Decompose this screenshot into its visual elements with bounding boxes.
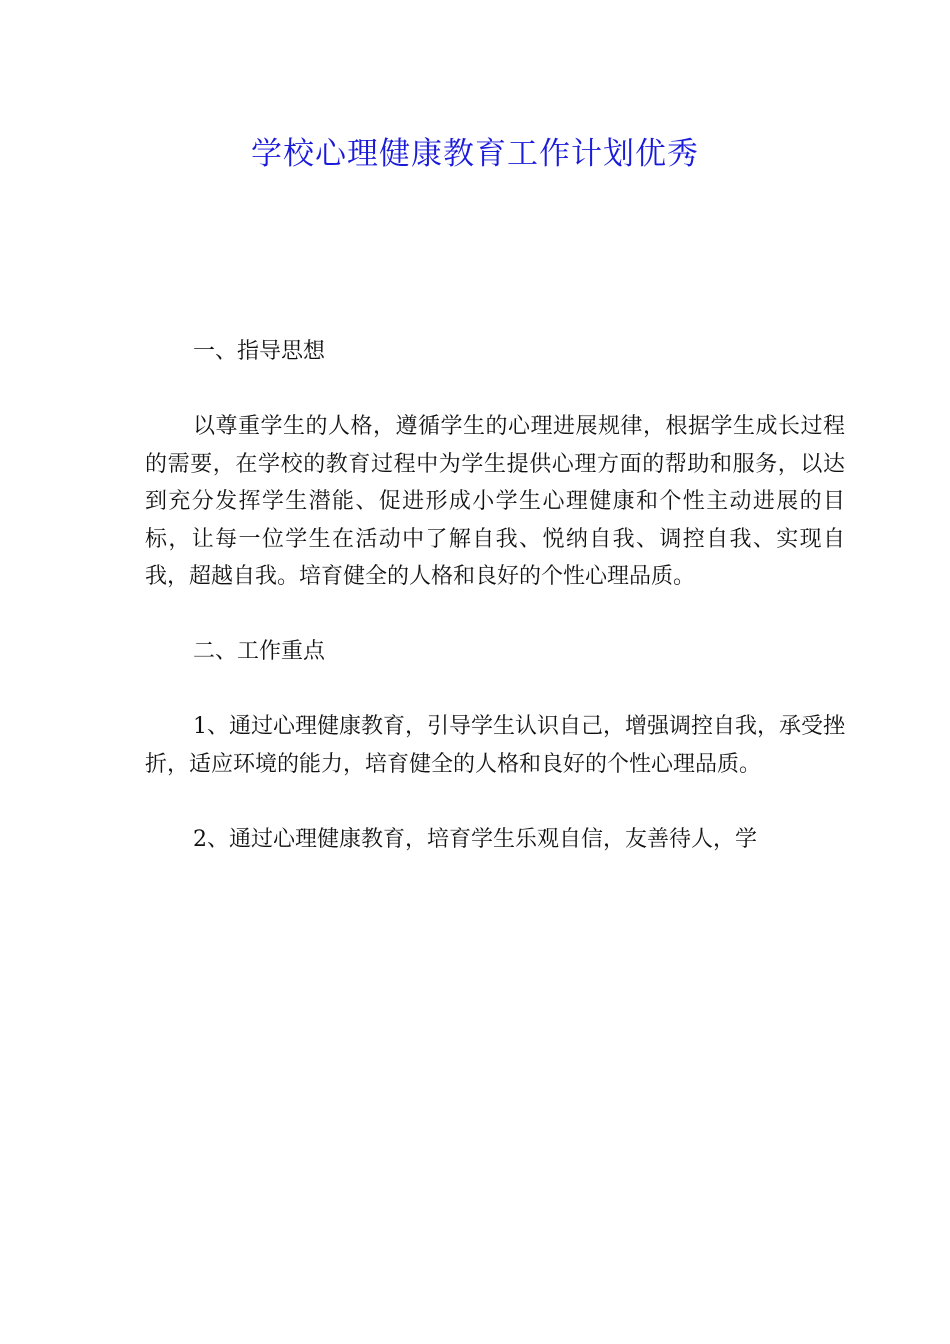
paragraph-guiding-ideology: 以尊重学生的人格，遵循学生的心理进展规律，根据学生成长过程的需要，在学校的教育过程中为学生提供心理方面的帮助和服务，以达到充分发挥学生潜能、促进形成小学生心理健康和个性主动进展的目标，让每一位学生在活动中了解自我、悦纳自我、调控自我、实现自我，超越自我。培育健全的人格和良好的个性心理品质。 <box>145 414 845 589</box>
paragraph-work-focus-2: 2、通过心理健康教育，培育学生乐观自信，友善待人，学 <box>193 826 757 852</box>
document-body <box>145 333 845 858</box>
paragraph-work-focus-1: 1、通过心理健康教育，引导学生认识自己，增强调控自我，承受挫折，适应环境的能力，培育健全的人格和良好的个性心理品质。 <box>145 714 845 777</box>
section-heading-work-focus: 二、工作重点 <box>193 639 326 664</box>
section-heading-guiding-ideology: 一、指导思想 <box>193 339 326 364</box>
document-title: 学校心理健康教育工作计划优秀 <box>251 136 699 172</box>
